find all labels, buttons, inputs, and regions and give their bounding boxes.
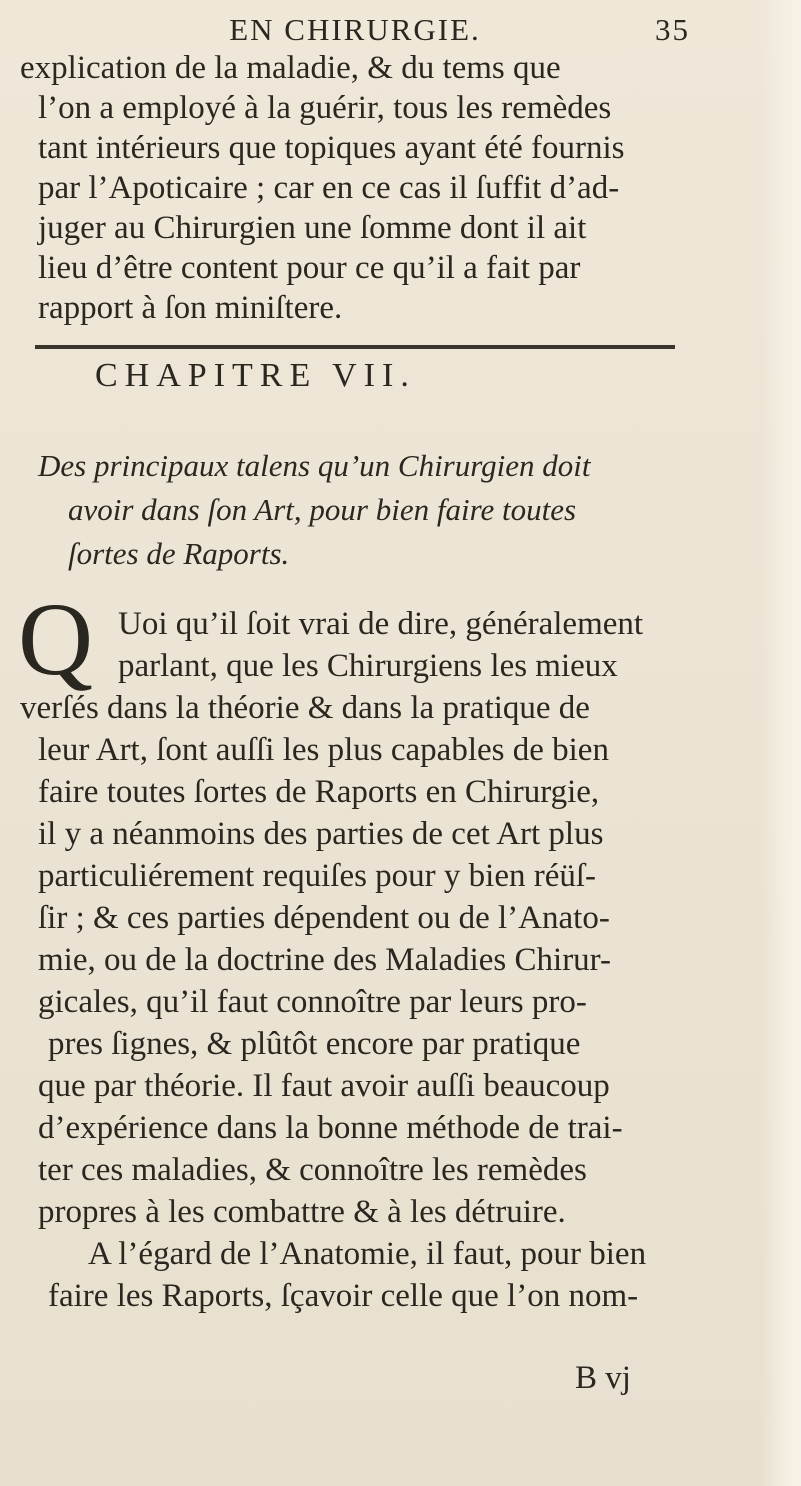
text-line: d’expérience dans la bonne méthode de trai- [38, 1110, 623, 1146]
summary-line: Des principaux talens qu’un Chirurgien doit [38, 448, 591, 483]
text-line: propres à les combattre & à les détruire. [38, 1194, 566, 1230]
text-line: Uoi qu’il ſoit vrai de dire, généralement [118, 606, 644, 642]
page-number: 35 [655, 12, 690, 47]
text-line: lieu d’être content pour ce qu’il a fait par [38, 250, 581, 286]
text-line: l’on a employé à la guérir, tous les remèdes [38, 90, 612, 126]
drop-cap: Q [18, 582, 94, 697]
page-edge-shadow [761, 0, 801, 1486]
text-line: verſés dans la théorie & dans la pratique de [20, 690, 590, 726]
text-line: faire les Raports, ſçavoir celle que l’on nom- [48, 1278, 639, 1314]
text-line: par l’Apoticaire ; car en ce cas il ſuffit d’ad- [38, 170, 620, 206]
running-title: EN CHIRURGIE. [229, 12, 481, 47]
text-line: ſir ; & ces parties dépendent ou de l’Anato- [38, 900, 610, 936]
summary-line: ſortes de Raports. [68, 536, 290, 571]
chapter-divider-rule [35, 345, 675, 349]
text-line: il y a néanmoins des parties de cet Art plus [38, 816, 604, 852]
text-line: rapport à ſon miniſtere. [38, 290, 343, 326]
text-line: tant intérieurs que topiques ayant été fournis [38, 130, 625, 166]
text-line: A l’égard de l’Anatomie, il faut, pour bien [88, 1236, 647, 1272]
text-line: parlant, que les Chirurgiens les mieux [118, 648, 618, 684]
text-line: faire toutes ſortes de Raports en Chirurgie, [38, 774, 600, 810]
text-line: explication de la maladie, & du tems que [20, 50, 561, 86]
text-line: ter ces maladies, & connoître les remèdes [38, 1152, 587, 1188]
text-line: leur Art, ſont auſſi les plus capables de bien [38, 732, 609, 768]
text-line: que par théorie. Il faut avoir auſſi beaucoup [38, 1068, 610, 1104]
text-line: pres ſignes, & plûtôt encore par pratique [48, 1026, 581, 1062]
chapter-title: CHAPITRE VII. [95, 357, 416, 394]
page-header [130, 12, 690, 52]
text-line: juger au Chirurgien une ſomme dont il ait [38, 210, 587, 246]
text-line: mie, ou de la doctrine des Maladies Chirur- [38, 942, 612, 978]
text-line: gicales, qu’il faut connoître par leurs pro- [38, 984, 587, 1020]
signature-mark: B vj [575, 1360, 631, 1396]
text-line: particuliérement requiſes pour y bien réüſ- [38, 858, 597, 894]
summary-line: avoir dans ſon Art, pour bien faire toutes [68, 492, 577, 527]
